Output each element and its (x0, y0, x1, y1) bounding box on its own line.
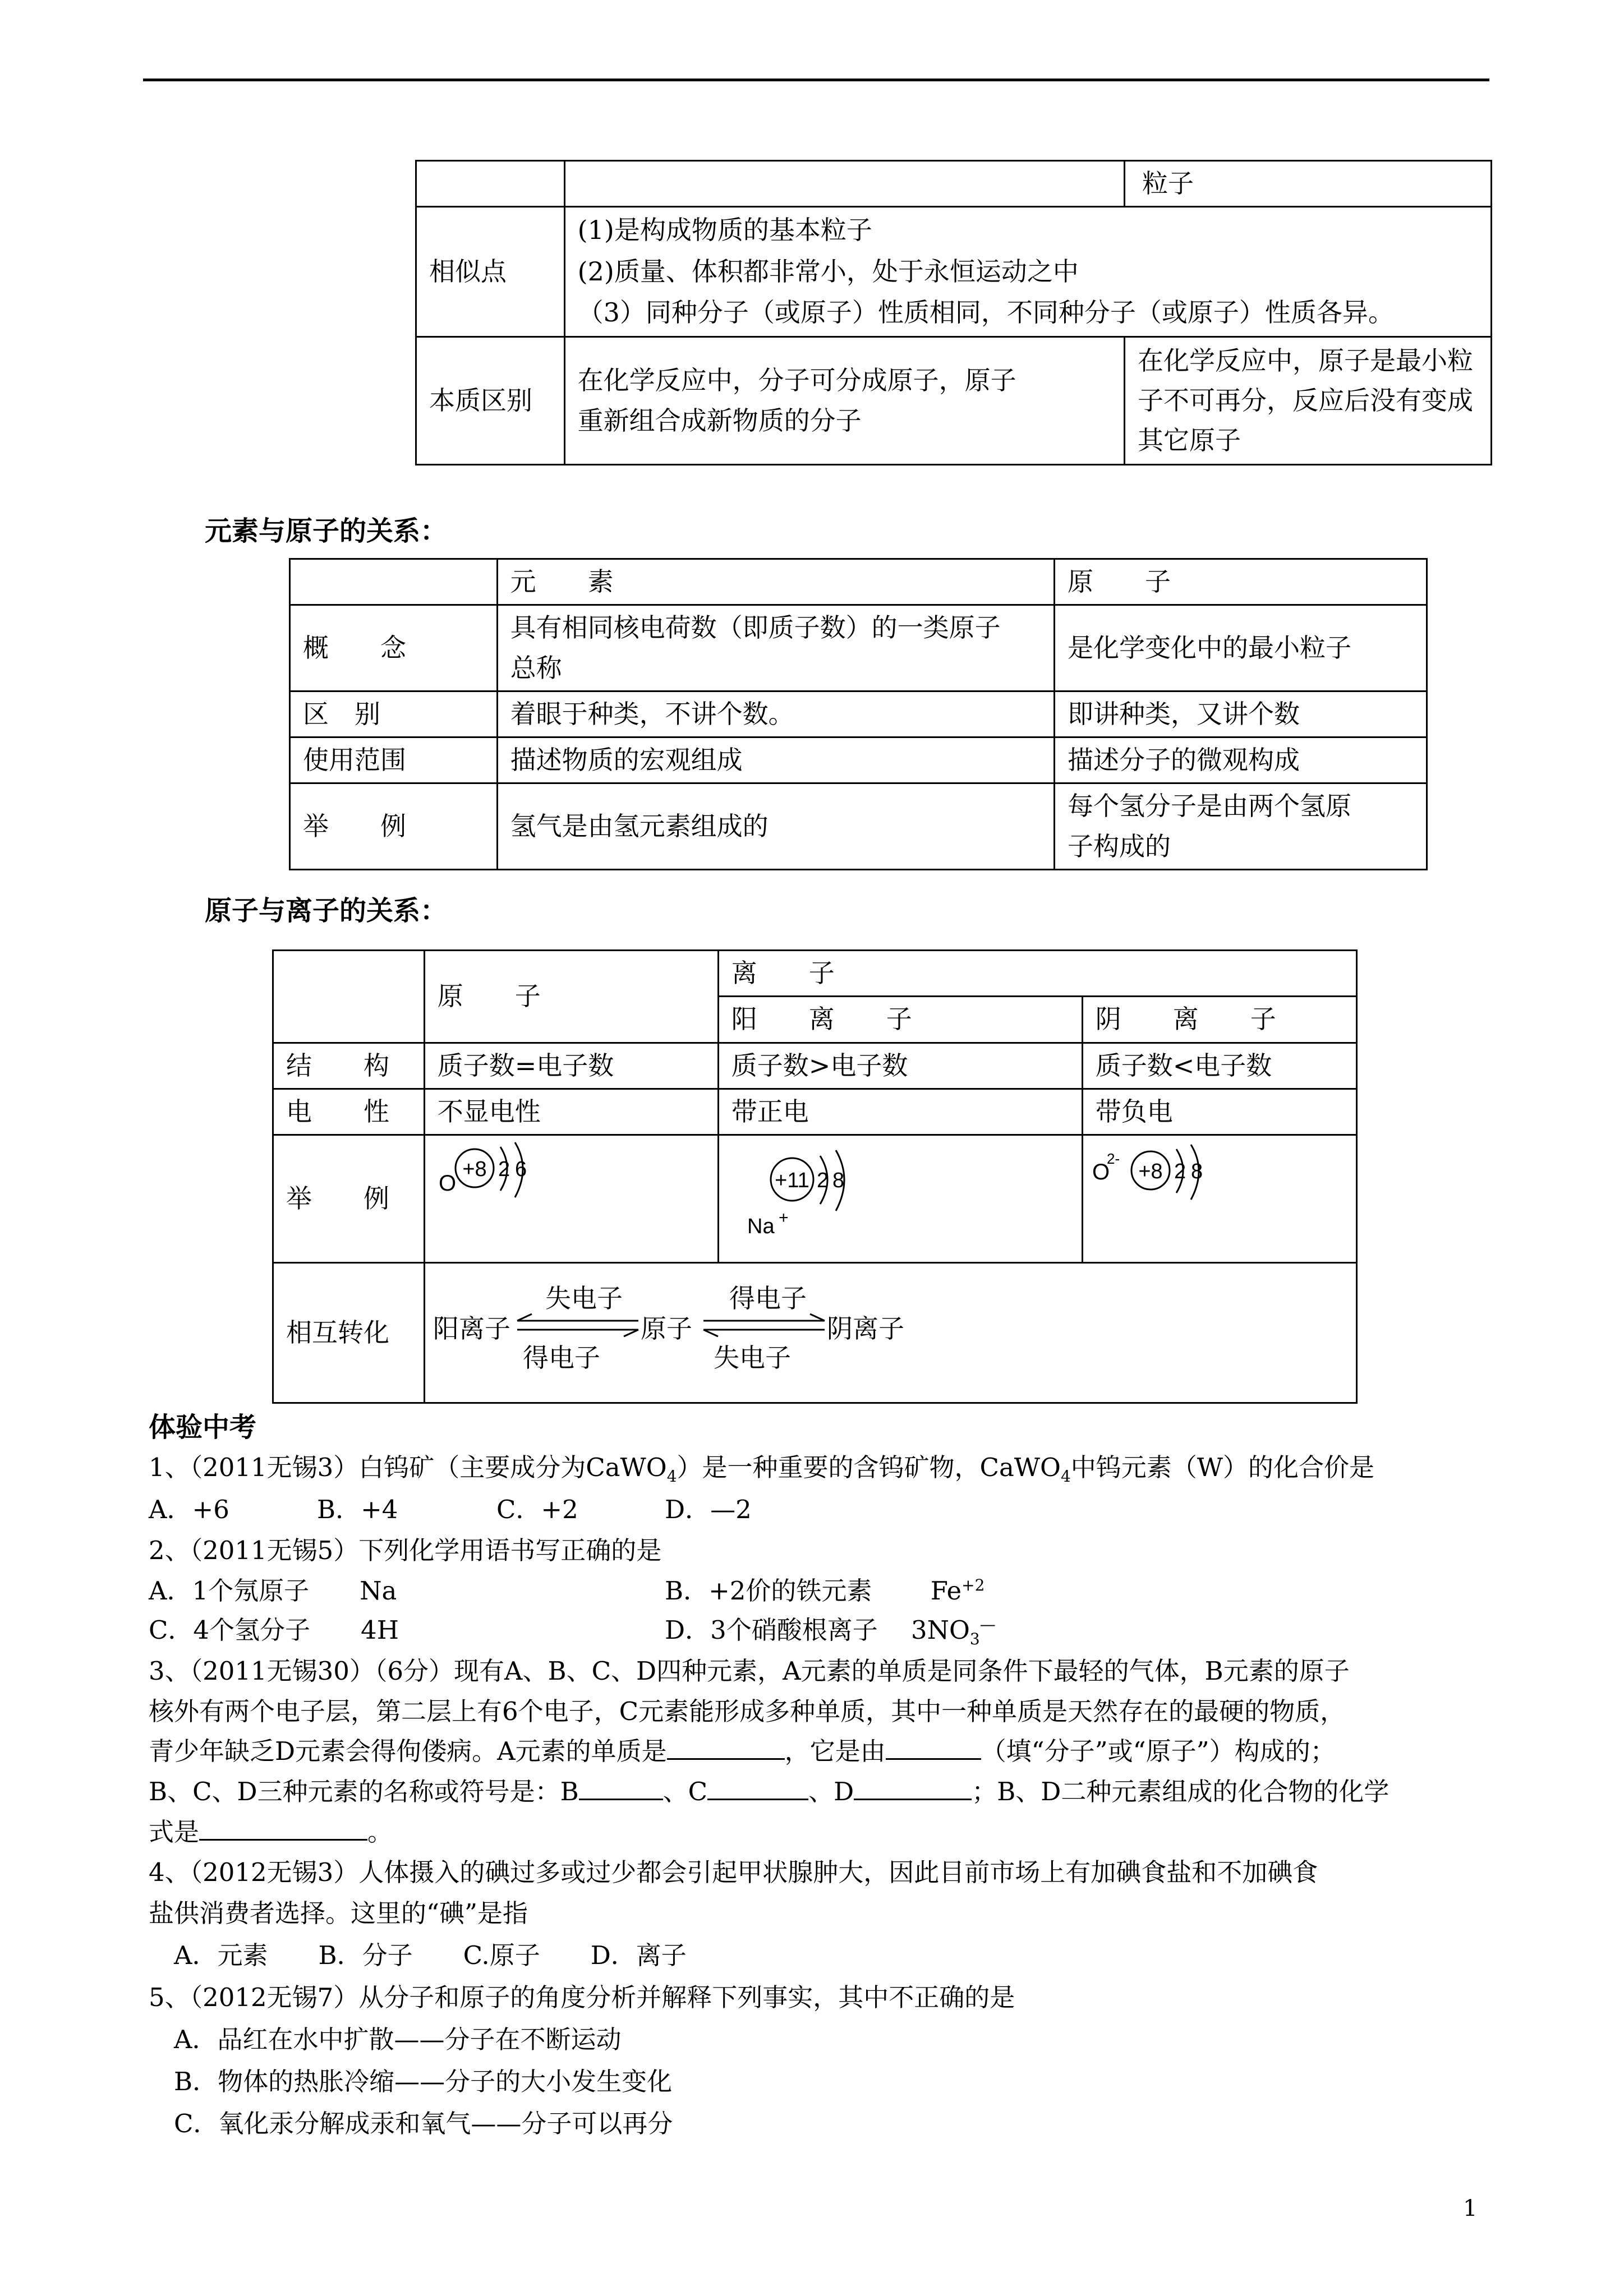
header-element: 元 素 (497, 559, 1054, 605)
row-label: 举 例 (273, 1135, 425, 1263)
question-3-line2: 核外有两个电子层，第二层上有6个电子，C元素能形成多种单质，其中一种单质是天然存在的最硬的物质， (149, 1696, 1346, 1726)
cell: 描述分子的微观构成 (1054, 737, 1427, 783)
option-d: D．—2 (665, 1495, 752, 1524)
arrow-label-gain: 得电子 (522, 1342, 600, 1373)
answer-blank[interactable] (854, 1776, 972, 1800)
option-c: C．+2 (496, 1495, 578, 1524)
corner-blank (273, 951, 425, 1043)
header-blank (564, 161, 1124, 207)
question-5-option-b: B．物体的热胀冷缩——分子的大小发生变化 (174, 2067, 673, 2096)
question-2-options-cd (149, 1610, 996, 1648)
arrow-label-lose: 失电子 (713, 1342, 791, 1373)
molecule-atom-table (415, 160, 1492, 465)
row-label: 举 例 (290, 783, 498, 870)
cell: 着眼于种类，不讲个数。 (497, 691, 1054, 737)
header-anion: 阴 离 子 (1082, 997, 1356, 1043)
question-4-line1: 4、（2012无锡3）人体摄入的碘过多或过少都会引起甲状腺肿大，因此目前市场上有加碘食盐和不加碘食 (149, 1857, 1318, 1887)
arrow-label-gain: 得电子 (729, 1283, 807, 1313)
question-5-option-a: A．品红在水中扩散——分子在不断运动 (174, 2025, 622, 2054)
question-4-line2: 盐供消费者选择。这里的“碘”是指 (149, 1898, 528, 1928)
row-label: 概 念 (290, 605, 498, 691)
question-5-option-c: C．氧化汞分解成汞和氧气——分子可以再分 (174, 2109, 673, 2138)
cell: 带负电 (1082, 1089, 1356, 1135)
question-3-line3: 青少年缺乏D元素会得佝偻病。A元素的单质是 ，它是由 （填“分子”或“原子”）构成的； (149, 1736, 1336, 1766)
cell: 是化学变化中的最小粒子 (1054, 605, 1427, 691)
conversion-diagram (424, 1263, 1356, 1403)
question-1-options (149, 1489, 752, 1525)
option-a: A．+6 (149, 1495, 229, 1524)
similar-line: (1)是构成物质的基本粒子 (577, 215, 872, 246)
question-3-line4: B、C、D三种元素的名称或符号是：B 、C 、D ；B、D二种元素组成的化合物的化学 (149, 1777, 1390, 1806)
section-title-atom-ion: 原子与离子的关系： (205, 895, 448, 926)
shell-electrons: 2 (498, 1158, 510, 1182)
option-b: B．+2价的铁元素 $Fe^{+2}$ (665, 1576, 985, 1606)
difference-label: 本质区别 (416, 337, 565, 465)
difference-line: 重新组合成新物质的分子 (577, 405, 862, 436)
answer-blank[interactable] (579, 1776, 663, 1800)
header-rule (143, 79, 1489, 81)
ion-charge: + (778, 1209, 789, 1228)
cell: 质子数<电子数 (1082, 1043, 1356, 1089)
nucleus-charge: +8 (1138, 1160, 1163, 1184)
shell-electrons: 2 (1174, 1160, 1186, 1184)
row-label: 结 构 (273, 1043, 425, 1089)
shell-electrons: 6 (514, 1158, 527, 1182)
cation-label: 阳离子 (433, 1313, 510, 1344)
question-1: 1、（2011无锡3）白钨矿（主要成分为CaWO$_4$）是一种重要的含钨矿物，CaWO$_4$中钨元素（W）的化合价是 (149, 1453, 1375, 1486)
similar-line: （3）同种分子（或原子）性质相同，不同种分子（或原子）性质各异。 (577, 297, 1394, 328)
shell-electrons: 2 (816, 1169, 829, 1193)
oxygen-atom-diagram (424, 1135, 718, 1263)
header-atom: 原 子 (424, 951, 718, 1043)
option-d: D．3个硝酸根离子 $3NO_3^—$ (665, 1615, 996, 1648)
question-2-options-ab (149, 1570, 984, 1607)
section-title-element-atom: 元素与原子的关系： (205, 515, 448, 547)
atom-ion-table (272, 949, 1358, 1404)
header-particle: 粒子 (1124, 161, 1491, 207)
header-cation: 阳 离 子 (718, 997, 1082, 1043)
cell: 描述物质的宏观组成 (497, 737, 1054, 783)
question-5-line1: 5、（2012无锡7）从分子和原子的角度分析并解释下列事实，其中不正确的是 (149, 1983, 1015, 2012)
cell: 质子数>电子数 (718, 1043, 1082, 1089)
element-symbol: Na (747, 1215, 775, 1239)
header-atom: 原 子 (1054, 559, 1427, 605)
shell-electrons: 8 (1190, 1160, 1203, 1184)
header-blank (290, 559, 498, 605)
element-symbol: O (1092, 1160, 1110, 1185)
ion-charge: 2- (1106, 1150, 1120, 1168)
row-label: 相互转化 (273, 1263, 425, 1403)
answer-blank[interactable] (886, 1736, 981, 1760)
option-a: A．1个氖原子 Na (149, 1576, 397, 1606)
similar-line: (2)质量、体积都非常小，处于永恒运动之中 (577, 256, 1079, 287)
section-title-exam: 体验中考 (149, 1412, 257, 1443)
question-2: 2、（2011无锡5）下列化学用语书写正确的是 (149, 1536, 662, 1565)
anion-label: 阴离子 (826, 1313, 904, 1344)
answer-blank[interactable] (707, 1776, 808, 1800)
question-4-options: A．元素 B．分子 C.原子 D．离子 (174, 1940, 687, 1970)
nucleus-charge: +8 (462, 1158, 487, 1182)
answer-blank[interactable] (199, 1816, 367, 1841)
similar-label: 相似点 (416, 207, 565, 337)
row-label: 区 别 (290, 691, 498, 737)
cell: 每个氢分子是由两个氢原 子构成的 (1054, 783, 1427, 870)
cell: 带正电 (718, 1089, 1082, 1135)
header-ion: 离 子 (718, 951, 1356, 997)
difference-line: 其它原子 (1137, 425, 1241, 456)
difference-line: 在化学反应中，分子可分成原子，原子 (577, 365, 1016, 396)
header-blank (416, 161, 565, 207)
atom-label: 原子 (640, 1313, 692, 1344)
row-label: 使用范围 (290, 737, 498, 783)
option-b: B．+4 (317, 1495, 398, 1524)
difference-line: 在化学反应中，原子是最小粒 (1137, 345, 1473, 376)
element-atom-table (289, 558, 1428, 870)
answer-blank[interactable] (667, 1736, 785, 1760)
question-3-line1: 3、（2011无锡30）（6分）现有A、B、C、D四种元素，A元素的单质是同条件下最轻的气体，B元素的原子 (149, 1656, 1350, 1686)
row-label: 电 性 (273, 1089, 425, 1135)
arrow-label-lose: 失电子 (545, 1283, 623, 1313)
sodium-ion-diagram (718, 1135, 1082, 1263)
cell: 质子数=电子数 (424, 1043, 718, 1089)
option-c: C．4个氢分子 4H (149, 1615, 399, 1645)
shell-electrons: 8 (832, 1169, 844, 1193)
difference-atom (1124, 337, 1491, 465)
nucleus-charge: +11 (774, 1169, 809, 1193)
difference-line: 子不可再分，反应后没有变成 (1137, 385, 1473, 416)
similar-content (564, 207, 1491, 337)
oxide-ion-diagram (1082, 1135, 1356, 1263)
cell: 具有相同核电荷数（即质子数）的一类原子 总称 (497, 605, 1054, 691)
difference-molecule (564, 337, 1124, 465)
question-3-line5: 式是 。 (149, 1817, 393, 1847)
element-symbol: O (438, 1171, 456, 1196)
page-number: 1 (1463, 2196, 1478, 2221)
cell: 氢气是由氢元素组成的 (497, 783, 1054, 870)
cell: 即讲种类，又讲个数 (1054, 691, 1427, 737)
cell: 不显电性 (424, 1089, 718, 1135)
